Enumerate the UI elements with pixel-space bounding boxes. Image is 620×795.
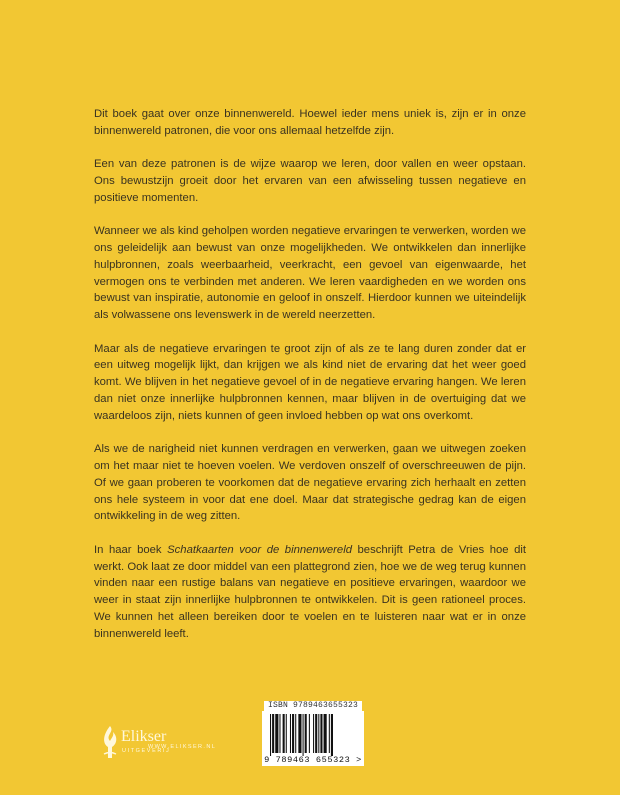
barcode-digits: 9 789463 655323 > [264, 755, 362, 765]
publisher-name: Elikser [121, 728, 167, 745]
isbn-label: ISBN 9789463655323 [264, 701, 362, 711]
paragraph-2: Een van deze patronen is de wijze waarop we leren, door vallen en weer opstaan. Ons bewustzijn groeit door het ervaren van een afwisseling tussen negatieve en positieve momenten. [94, 158, 526, 204]
paragraph-6 [94, 542, 526, 643]
paragraph-6-start: In haar boek [94, 543, 168, 556]
barcode-bars [268, 714, 358, 756]
paragraph-5: Als we de narigheid niet kunnen verdragen en verwerken, gaan we uitwegen zoeken om het maar niet te hoeven voelen. We verdoven onszelf of overschreeuwen de pijn. Of we gaan proberen te voorkomen dat de negatieve ervaring zich herhaalt en zetten ons hele systeem in voor dat ene doel. Maar dat strategische gedrag kan de eigen ontwikkeling in de weg zitten. [94, 443, 526, 523]
back-cover-text [94, 106, 526, 659]
paragraph-4: Maar als de negatieve ervaringen te groot zijn of als ze te lang duren zonder dat er een uitweg mogelijk lijkt, dan krijgen we als kind niet de ervaring dat het weer goed komt. We blijven in het negatieve gevoel of in de negatieve ervaring hangen. We leren dan niet onze innerlijke hulpbronnen kennen, maar blijven in de overtuiging dat we waardeloos zijn, niets kunnen of geen invloed hebben op wat ons overkomt. [94, 342, 526, 422]
book-title: Schatkaarten voor de binnenwereld [167, 543, 352, 556]
publisher-url: WWW.ELIKSER.NL [148, 744, 217, 750]
flame-logo-icon [99, 724, 121, 760]
paragraph-1: Dit boek gaat over onze binnenwereld. Hoewel ieder mens uniek is, zijn er in onze binnenwereld patronen, die voor ons allemaal hetzelfde zijn. [94, 108, 526, 137]
paragraph-3: Wanneer we als kind geholpen worden negatieve ervaringen te verwerken, worden we ons geleidelijk aan bewust van onze mogelijkheden. We ontwikkelen dan innerlijke hulpbronnen, zoals weerbaarheid, veerkracht, een gevoel van eigenwaarde, het vermogen ons te verbinden met anderen. We leren vaardigheden en we worden ons bewust van inspiratie, autonomie en geloof in onszelf. Hierdoor kunnen we uiteindelijk als volwassene ons levenswerk in de wereld neerzetten. [94, 225, 526, 322]
paragraph-6-end: beschrijft Petra de Vries hoe dit werkt. Ook laat ze door middel van een plattegrond zien, hoe we de weg terug kunnen vinden naar een rustige balans van negatieve en positieve ervaringen, waardoor we weer in staat zijn innerlijke hulpbronnen te ontwikkelen. Dit is geen rationeel proces. We kunnen het alleen bereiken door te voelen en te luisteren naar wat er in onze binnenwereld leeft. [94, 543, 527, 640]
publisher-subtitle: UITGEVERIJ [122, 748, 171, 754]
